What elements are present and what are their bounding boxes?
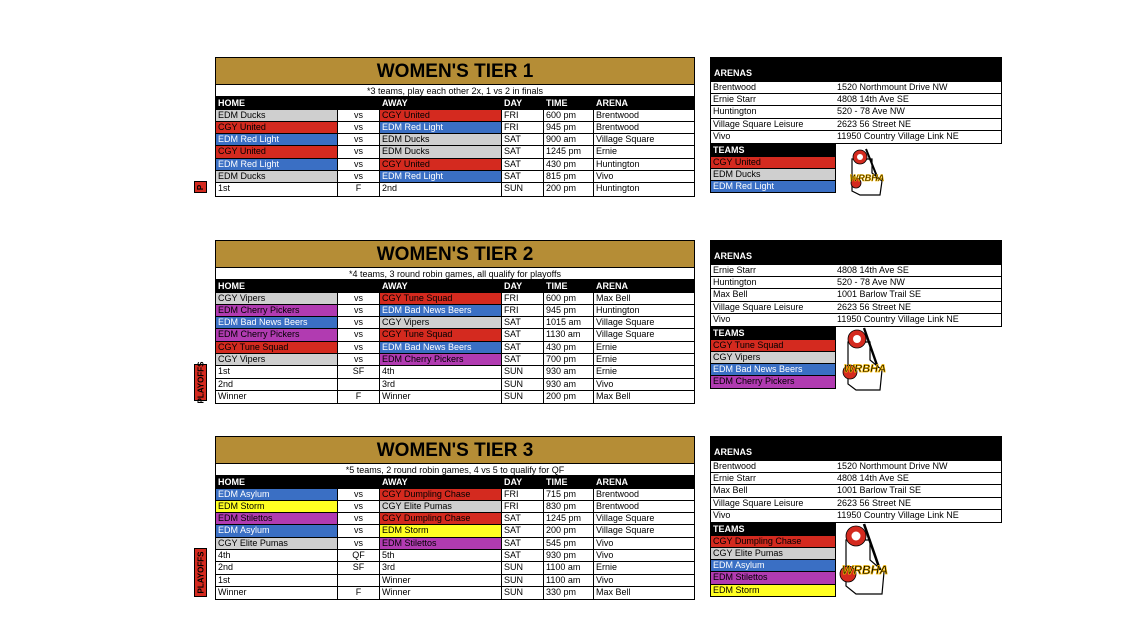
day-cell: SAT <box>502 134 544 145</box>
away-team-cell: EDM Ducks <box>380 146 502 157</box>
day-cell: SUN <box>502 379 544 390</box>
arena-cell: Vivo <box>596 549 614 560</box>
game-row <box>216 538 694 550</box>
arena-cell: Brentwood <box>596 109 640 120</box>
time-cell: 1245 pm <box>544 146 594 157</box>
matchup-type-cell: vs <box>338 489 380 500</box>
tier-1-subtitle: *3 teams, play each other 2x, 1 vs 2 in finals <box>216 85 694 97</box>
header-home: HOME <box>218 477 245 487</box>
day-cell: SUN <box>502 587 544 599</box>
arena-address: 1001 Barlow Trail SE <box>837 289 922 300</box>
time-cell: 1100 am <box>544 575 594 586</box>
tier-1-games <box>216 110 694 196</box>
away-team-cell: 4th <box>380 366 502 377</box>
matchup-type-cell: F <box>338 587 380 599</box>
time-cell: 330 pm <box>544 587 594 599</box>
arena-row <box>711 461 1001 473</box>
tier-2-playoff-label: PLAYOFFS <box>196 361 205 404</box>
matchup-type-cell: vs <box>338 317 380 328</box>
arena-address: 11950 Country Village Link NE <box>837 509 959 520</box>
matchup-type-cell: vs <box>338 525 380 536</box>
game-row <box>216 110 694 122</box>
day-cell: SAT <box>502 513 544 524</box>
header-away: AWAY <box>382 281 408 291</box>
arena-cell: Max Bell <box>596 586 631 597</box>
arena-cell: Ernie <box>596 146 618 157</box>
day-cell: FRI <box>502 293 544 304</box>
game-row <box>216 293 694 305</box>
header-vs <box>338 97 380 110</box>
game-row <box>216 134 694 146</box>
arena-cell: Max Bell <box>596 390 631 401</box>
tier-1-teams-table <box>710 144 836 193</box>
tier-1-team-list <box>710 157 836 194</box>
time-cell: 430 pm <box>544 159 594 170</box>
arena-cell: Village Square <box>596 513 655 524</box>
home-team-cell: CGY Tune Squad <box>216 342 338 353</box>
home-team-cell: CGY United <box>216 122 338 133</box>
arena-name: Village Square Leisure <box>713 497 804 508</box>
day-cell: FRI <box>502 110 544 121</box>
away-team-cell: EDM Bad News Beers <box>380 305 502 316</box>
tier-2-subtitle: *4 teams, 3 round robin games, all qualify for playoffs <box>216 268 694 280</box>
team-row: EDM Ducks <box>710 169 836 181</box>
schedule-header-row <box>216 97 694 110</box>
time-cell: 200 pm <box>544 525 594 536</box>
home-team-cell: EDM Asylum <box>216 489 338 500</box>
arenas-header: ARENAS <box>711 58 1001 82</box>
tier-2-schedule-table <box>215 240 695 404</box>
game-row <box>216 489 694 501</box>
away-team-cell: EDM Cherry Pickers <box>380 354 502 365</box>
arena-name: Vivo <box>713 509 731 520</box>
arena-name: Huntington <box>713 277 757 288</box>
home-team-cell: EDM Cherry Pickers <box>216 305 338 316</box>
matchup-type-cell: vs <box>338 293 380 304</box>
arena-address: 2623 56 Street NE <box>837 118 912 129</box>
matchup-type-cell: SF <box>338 366 380 377</box>
arena-name: Max Bell <box>713 485 748 496</box>
day-cell: SAT <box>502 317 544 328</box>
arena-row <box>711 498 1001 510</box>
arena-address: 520 - 78 Ave NW <box>837 106 905 117</box>
teams-header: TEAMS <box>710 327 836 340</box>
arena-row <box>711 94 1001 106</box>
arena-cell: Village Square <box>596 329 655 340</box>
tier-2-title: WOMEN'S TIER 2 <box>216 241 694 268</box>
arena-address: 1520 Northmount Drive NW <box>837 82 948 92</box>
away-team-cell: 3rd <box>380 562 502 573</box>
schedule-header-row <box>216 280 694 293</box>
day-cell: SAT <box>502 342 544 353</box>
game-row <box>216 501 694 513</box>
day-cell: SAT <box>502 550 544 561</box>
game-row <box>216 305 694 317</box>
tier-3-arena-list <box>711 461 1001 522</box>
time-cell: 430 pm <box>544 342 594 353</box>
tier-2-games <box>216 293 694 404</box>
away-team-cell: Winner <box>380 575 502 586</box>
matchup-type-cell: vs <box>338 501 380 512</box>
arena-row <box>711 131 1001 143</box>
arena-name: Ernie Starr <box>713 265 757 275</box>
home-team-cell: 1st <box>216 366 338 377</box>
teams-header: TEAMS <box>710 144 836 157</box>
arena-address: 2623 56 Street NE <box>837 301 912 312</box>
team-row: CGY Tune Squad <box>710 340 836 352</box>
time-cell: 830 pm <box>544 501 594 512</box>
matchup-type-cell: vs <box>338 110 380 121</box>
arena-row <box>711 277 1001 289</box>
arena-cell: Ernie <box>596 341 618 352</box>
matchup-type-cell: vs <box>338 354 380 365</box>
home-team-cell: CGY Elite Pumas <box>216 538 338 549</box>
day-cell: SAT <box>502 146 544 157</box>
game-row <box>216 329 694 341</box>
time-cell: 1245 pm <box>544 513 594 524</box>
tier-3-schedule-table <box>215 436 695 600</box>
day-cell: FRI <box>502 501 544 512</box>
home-team-cell: CGY Vipers <box>216 293 338 304</box>
matchup-type-cell: vs <box>338 329 380 340</box>
home-team-cell: 2nd <box>216 562 338 573</box>
arena-name: Village Square Leisure <box>713 118 804 129</box>
team-row: CGY Dumpling Chase <box>710 536 836 548</box>
away-team-cell: CGY Elite Pumas <box>380 501 502 512</box>
time-cell: 930 am <box>544 379 594 390</box>
tier-3-games <box>216 489 694 600</box>
team-row: CGY Elite Pumas <box>710 548 836 560</box>
arena-row <box>711 302 1001 314</box>
header-home: HOME <box>218 281 245 291</box>
tier-3-title: WOMEN'S TIER 3 <box>216 437 694 464</box>
game-row <box>216 146 694 158</box>
team-row: EDM Cherry Pickers <box>710 376 836 388</box>
matchup-type-cell: SF <box>338 562 380 573</box>
matchup-type-cell: vs <box>338 171 380 182</box>
time-cell: 715 pm <box>544 489 594 500</box>
arena-cell: Ernie <box>596 353 618 364</box>
home-team-cell: 2nd <box>216 379 338 390</box>
tier-3-subtitle: *5 teams, 2 round robin games, 4 vs 5 to qualify for QF <box>216 464 694 476</box>
home-team-cell: EDM Stilettos <box>216 513 338 524</box>
day-cell: SAT <box>502 329 544 340</box>
arena-cell: Vivo <box>596 170 614 181</box>
matchup-type-cell: vs <box>338 538 380 549</box>
day-cell: SAT <box>502 171 544 182</box>
time-cell: 1130 am <box>544 329 594 340</box>
home-team-cell: CGY Vipers <box>216 354 338 365</box>
matchup-type-cell <box>338 379 380 390</box>
matchup-type-cell: QF <box>338 550 380 561</box>
arena-row <box>711 289 1001 301</box>
time-cell: 945 pm <box>544 122 594 133</box>
home-team-cell: CGY United <box>216 146 338 157</box>
day-cell: SUN <box>502 366 544 377</box>
header-day: DAY <box>504 98 523 108</box>
teams-header: TEAMS <box>710 523 836 536</box>
svg-text:WRBHA: WRBHA <box>843 363 886 375</box>
game-row <box>216 122 694 134</box>
day-cell: FRI <box>502 305 544 316</box>
tier-1-arenas-table <box>710 57 1002 144</box>
arena-address: 4808 14th Ave SE <box>837 94 909 105</box>
day-cell: SUN <box>502 391 544 403</box>
away-team-cell: EDM Bad News Beers <box>380 342 502 353</box>
away-team-cell: CGY Vipers <box>380 317 502 328</box>
home-team-cell: 1st <box>216 575 338 586</box>
game-row <box>216 171 694 183</box>
game-row <box>216 525 694 537</box>
arena-address: 4808 14th Ave SE <box>837 473 909 484</box>
arena-address: 4808 14th Ave SE <box>837 265 909 275</box>
time-cell: 815 pm <box>544 171 594 182</box>
header-vs <box>338 476 380 489</box>
arena-cell: Huntington <box>596 158 640 169</box>
home-team-cell: 1st <box>216 183 338 195</box>
home-team-cell: 4th <box>216 550 338 561</box>
time-cell: 600 pm <box>544 293 594 304</box>
arena-row <box>711 106 1001 118</box>
game-row <box>216 550 694 562</box>
team-row: CGY Vipers <box>710 352 836 364</box>
arena-name: Village Square Leisure <box>713 301 804 312</box>
arena-row <box>711 119 1001 131</box>
arena-row <box>711 485 1001 497</box>
tier-3-playoff-label: PLAYOFFS <box>194 548 207 597</box>
away-team-cell: 3rd <box>380 379 502 390</box>
tier-3-teams-table <box>710 523 836 597</box>
team-row: EDM Asylum <box>710 560 836 572</box>
arena-name: Vivo <box>713 313 731 324</box>
day-cell: SUN <box>502 562 544 573</box>
time-cell: 900 am <box>544 134 594 145</box>
time-cell: 700 pm <box>544 354 594 365</box>
matchup-type-cell: F <box>338 183 380 195</box>
arena-address: 2623 56 Street NE <box>837 497 912 508</box>
matchup-type-cell: vs <box>338 134 380 145</box>
time-cell: 200 pm <box>544 391 594 403</box>
matchup-type-cell: vs <box>338 513 380 524</box>
arena-cell: Huntington <box>596 183 640 194</box>
home-team-cell: EDM Red Light <box>216 159 338 170</box>
away-team-cell: EDM Stilettos <box>380 538 502 549</box>
arena-cell: Huntington <box>596 304 640 315</box>
game-row <box>216 513 694 525</box>
arena-cell: Brentwood <box>596 500 640 511</box>
tier-1-title: WOMEN'S TIER 1 <box>216 58 694 85</box>
arena-address: 11950 Country Village Link NE <box>837 130 959 141</box>
day-cell: SUN <box>502 183 544 195</box>
schedule-header-row <box>216 476 694 489</box>
header-vs <box>338 280 380 293</box>
time-cell: 1015 am <box>544 317 594 328</box>
tier-2-arenas-table <box>710 240 1002 327</box>
day-cell: SAT <box>502 159 544 170</box>
arena-name: Max Bell <box>713 289 748 300</box>
header-time: TIME <box>546 98 568 108</box>
game-row <box>216 366 694 378</box>
away-team-cell: EDM Ducks <box>380 134 502 145</box>
team-row: EDM Stilettos <box>710 572 836 584</box>
arena-address: 520 - 78 Ave NW <box>837 277 905 288</box>
day-cell: SAT <box>502 538 544 549</box>
team-row: EDM Red Light <box>710 181 836 193</box>
matchup-type-cell: vs <box>338 159 380 170</box>
day-cell: SAT <box>502 354 544 365</box>
header-time: TIME <box>546 477 568 487</box>
arena-cell: Village Square <box>596 317 655 328</box>
game-row <box>216 575 694 587</box>
header-arena: ARENA <box>596 477 629 487</box>
header-away: AWAY <box>382 477 408 487</box>
game-row <box>216 317 694 329</box>
home-team-cell: EDM Red Light <box>216 134 338 145</box>
game-row <box>216 159 694 171</box>
time-cell: 545 pm <box>544 538 594 549</box>
arena-cell: Brentwood <box>596 121 640 132</box>
header-arena: ARENA <box>596 98 629 108</box>
time-cell: 930 am <box>544 366 594 377</box>
arena-name: Ernie Starr <box>713 94 757 105</box>
matchup-type-cell: vs <box>338 342 380 353</box>
day-cell: FRI <box>502 122 544 133</box>
away-team-cell: Winner <box>380 391 502 403</box>
time-cell: 930 pm <box>544 550 594 561</box>
game-row <box>216 342 694 354</box>
arena-address: 1520 Northmount Drive NW <box>837 461 948 471</box>
arenas-header: ARENAS <box>711 437 1001 461</box>
arena-cell: Brentwood <box>596 488 640 499</box>
header-away: AWAY <box>382 98 408 108</box>
arena-cell: Vivo <box>596 574 614 585</box>
game-row <box>216 379 694 391</box>
matchup-type-cell: vs <box>338 305 380 316</box>
arena-row <box>711 473 1001 485</box>
wrbha-logo <box>838 326 886 394</box>
home-team-cell: EDM Ducks <box>216 171 338 182</box>
away-team-cell: CGY Tune Squad <box>380 329 502 340</box>
header-day: DAY <box>504 281 523 291</box>
team-row: EDM Bad News Beers <box>710 364 836 376</box>
game-row <box>216 183 694 195</box>
header-home: HOME <box>218 98 245 108</box>
arena-row <box>711 510 1001 522</box>
home-team-cell: Winner <box>216 587 338 599</box>
matchup-type-cell: F <box>338 391 380 403</box>
arena-name: Brentwood <box>713 461 757 471</box>
tier-3-team-list <box>710 536 836 597</box>
arena-cell: Vivo <box>596 537 614 548</box>
wrbha-logo <box>844 147 886 197</box>
header-time: TIME <box>546 281 568 291</box>
away-team-cell: 5th <box>380 550 502 561</box>
game-row <box>216 391 694 403</box>
game-row <box>216 587 694 599</box>
arena-name: Brentwood <box>713 82 757 92</box>
arena-cell: Village Square <box>596 134 655 145</box>
away-team-cell: CGY Dumpling Chase <box>380 489 502 500</box>
home-team-cell: EDM Asylum <box>216 525 338 536</box>
svg-text:WRBHA: WRBHA <box>849 173 885 183</box>
tier-2-team-list <box>710 340 836 389</box>
arenas-header: ARENAS <box>711 241 1001 265</box>
away-team-cell: CGY Tune Squad <box>380 293 502 304</box>
arena-cell: Ernie <box>596 366 618 377</box>
tier-1-schedule-table <box>215 57 695 197</box>
time-cell: 600 pm <box>544 110 594 121</box>
away-team-cell: CGY United <box>380 110 502 121</box>
home-team-cell: EDM Bad News Beers <box>216 317 338 328</box>
home-team-cell: EDM Storm <box>216 501 338 512</box>
svg-text:WRBHA: WRBHA <box>842 563 888 577</box>
header-arena: ARENA <box>596 281 629 291</box>
arena-row <box>711 314 1001 326</box>
day-cell: FRI <box>502 489 544 500</box>
matchup-type-cell <box>338 575 380 586</box>
team-row: CGY United <box>710 157 836 169</box>
tier-2-arena-list <box>711 265 1001 326</box>
arena-name: Ernie Starr <box>713 473 757 484</box>
home-team-cell: EDM Ducks <box>216 110 338 121</box>
team-row: EDM Storm <box>710 585 836 597</box>
tier-1-arena-list <box>711 82 1001 143</box>
game-row <box>216 562 694 574</box>
arena-name: Huntington <box>713 106 757 117</box>
arena-cell: Ernie <box>596 562 618 573</box>
away-team-cell: EDM Storm <box>380 525 502 536</box>
away-team-cell: EDM Red Light <box>380 122 502 133</box>
away-team-cell: CGY United <box>380 159 502 170</box>
day-cell: SAT <box>502 525 544 536</box>
arena-row <box>711 82 1001 94</box>
tier-1-playoff-label: P <box>194 181 207 193</box>
away-team-cell: EDM Red Light <box>380 171 502 182</box>
away-team-cell: CGY Dumpling Chase <box>380 513 502 524</box>
day-cell: SUN <box>502 575 544 586</box>
home-team-cell: Winner <box>216 391 338 403</box>
tier-3-arenas-table <box>710 436 1002 523</box>
away-team-cell: 2nd <box>380 183 502 195</box>
home-team-cell: EDM Cherry Pickers <box>216 329 338 340</box>
game-row <box>216 354 694 366</box>
arena-cell: Vivo <box>596 378 614 389</box>
arena-name: Vivo <box>713 130 731 141</box>
time-cell: 200 pm <box>544 183 594 195</box>
matchup-type-cell: vs <box>338 122 380 133</box>
time-cell: 1100 am <box>544 562 594 573</box>
away-team-cell: Winner <box>380 587 502 599</box>
tier-2-teams-table <box>710 327 836 389</box>
arena-address: 1001 Barlow Trail SE <box>837 485 922 496</box>
matchup-type-cell: vs <box>338 146 380 157</box>
arena-cell: Village Square <box>596 525 655 536</box>
header-day: DAY <box>504 477 523 487</box>
wrbha-logo <box>836 522 888 598</box>
arena-address: 11950 Country Village Link NE <box>837 313 959 324</box>
time-cell: 945 pm <box>544 305 594 316</box>
arena-row <box>711 265 1001 277</box>
arena-cell: Max Bell <box>596 292 631 303</box>
